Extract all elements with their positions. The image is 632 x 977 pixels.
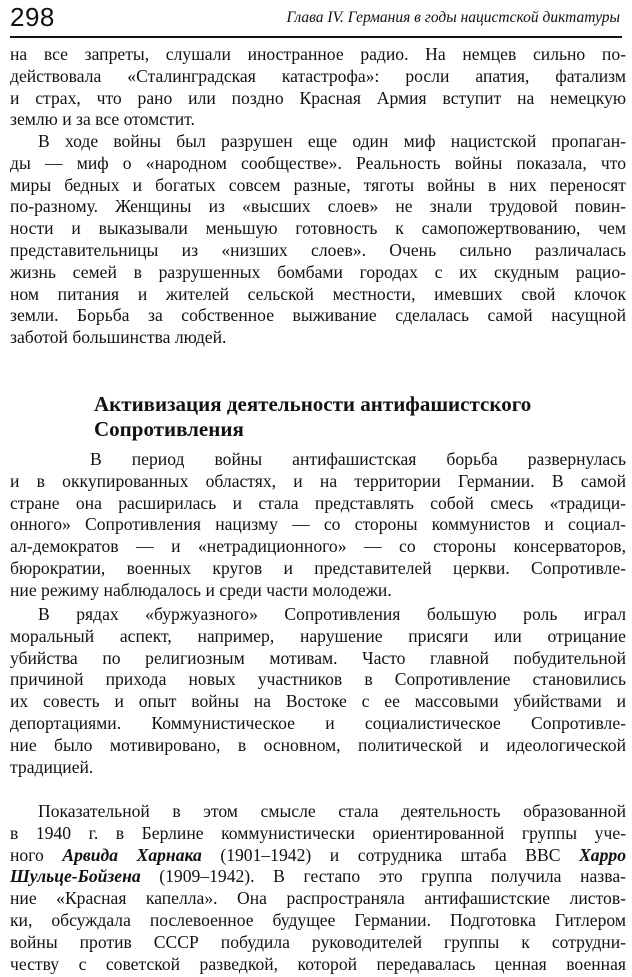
text-line: причиной прихода новых участников в Сопротивление становились xyxy=(10,669,626,690)
text-line: моральный аспект, например, нарушение присяги или отрицание xyxy=(10,625,626,646)
text-line: землю и за все отомстит. xyxy=(10,109,195,130)
text-line: ки, обсуждала послевоенное будущее Германии. Подготовка Гитлером xyxy=(10,909,626,930)
text-line: жизнь семей в разрушенных бомбами городах с их скудным рацио- xyxy=(10,261,626,282)
page-number: 298 xyxy=(10,2,55,32)
text-fragment: ного xyxy=(10,844,63,865)
text-line: В ходе войны был разрушен еще один миф нацистской пропаган- xyxy=(38,131,626,151)
person-name-harro: Харро xyxy=(579,844,626,865)
text-line: ние режиму наблюдалось и среди части молодежи. xyxy=(10,579,392,600)
text-line: ном питания и жителей сельской местности, имевших свой клочок xyxy=(10,283,626,304)
text-line: ности и выказывали меньшую готовность к самопожертвованию, чем xyxy=(10,218,626,239)
text-line: войны против СССР побудила руководителей группы к сотрудни- xyxy=(10,931,626,952)
text-line: стране она расширилась и стала представлять собой смесь «традици- xyxy=(10,492,626,513)
text-fragment: (1909–1942). В гестапо это группа получила назва- xyxy=(140,866,626,887)
person-name-schulze-boysen: Шульце-Бойзена xyxy=(10,866,141,887)
text-line: по-разному. Женщины из «высших слоев» не знали трудовой повин- xyxy=(10,196,626,217)
section-heading xyxy=(94,392,594,442)
text-line: бюрократии, военных кругов и представителей церкви. Сопротивле- xyxy=(10,557,626,578)
paragraph-5 xyxy=(10,801,626,975)
page-header xyxy=(10,2,622,32)
running-title: Глава IV. Германия в годы нацистской диктатуры xyxy=(286,9,620,26)
text-line: заботой большинства людей. xyxy=(10,327,227,348)
text-line: В рядах «буржуазного» Сопротивления большую роль играл xyxy=(38,604,626,624)
text-line: ние было мотивировано, в основном, политической и идеологической xyxy=(10,734,626,755)
text-line: действовала «Сталинградская катастрофа»: росли апатия, фатализм xyxy=(10,65,626,86)
text-line: ние «Красная капелла». Она распространяла антифашистские листов- xyxy=(10,888,626,909)
text-line: и страх, что рано или поздно Красная Армия вступит на немецкую xyxy=(10,87,626,108)
text-line xyxy=(10,866,626,888)
text-line: честву с советской разведкой, которой передавалась ценная военная xyxy=(10,953,626,974)
text-line: и в оккупированных областях, и на территории Германии. В самой xyxy=(10,470,626,491)
text-line xyxy=(10,845,626,867)
text-line: на все запреты, слушали иностранное радио. На немцев сильно по- xyxy=(10,44,626,64)
text-line: убийства по религиозным мотивам. Часто главной побудительной xyxy=(10,647,626,668)
person-name-harnack: Арвида Харнака xyxy=(62,844,202,865)
text-line: представительницы из «низших слоев». Очень сильно различалась xyxy=(10,239,626,260)
text-line: в 1940 г. в Берлине коммунистически ориентированной группы уче- xyxy=(10,822,626,843)
text-line: Показательной в этом смысле стала деятельность образованной xyxy=(38,801,626,821)
paragraph-1 xyxy=(10,44,626,131)
text-line: В период войны антифашистская борьба развернулась xyxy=(90,449,626,469)
paragraph-2 xyxy=(10,131,626,349)
paragraph-4 xyxy=(10,604,626,778)
text-line: ды — миф о «народном сообществе». Реальность войны показала, что xyxy=(10,152,626,173)
section-heading-line-2: Сопротивления xyxy=(94,417,244,441)
text-line: миры бедных и богатых совсем разные, тяготы войны в них переносят xyxy=(10,174,626,195)
text-line: онного» Сопротивления нацизму — со стороны коммунистов и социал- xyxy=(10,514,626,535)
section-heading-line-1: Активизация деятельности антифашистского xyxy=(94,392,532,416)
text-line: земли. Борьба за собственное выживание сделалась самой насущной xyxy=(10,305,626,326)
header-rule xyxy=(10,36,622,38)
text-line: депортациями. Коммунистическое и социалистическое Сопротивле- xyxy=(10,712,626,733)
paragraph-3 xyxy=(10,449,626,602)
text-line: ал-демократов — и «нетрадиционного» — со стороны консерваторов, xyxy=(10,536,626,557)
text-line: традицией. xyxy=(10,756,94,777)
text-line: их совесть и опыт войны на Востоке с ее массовыми убийствами и xyxy=(10,691,626,712)
text-fragment: (1901–1942) и сотрудника штаба ВВС xyxy=(201,844,580,865)
